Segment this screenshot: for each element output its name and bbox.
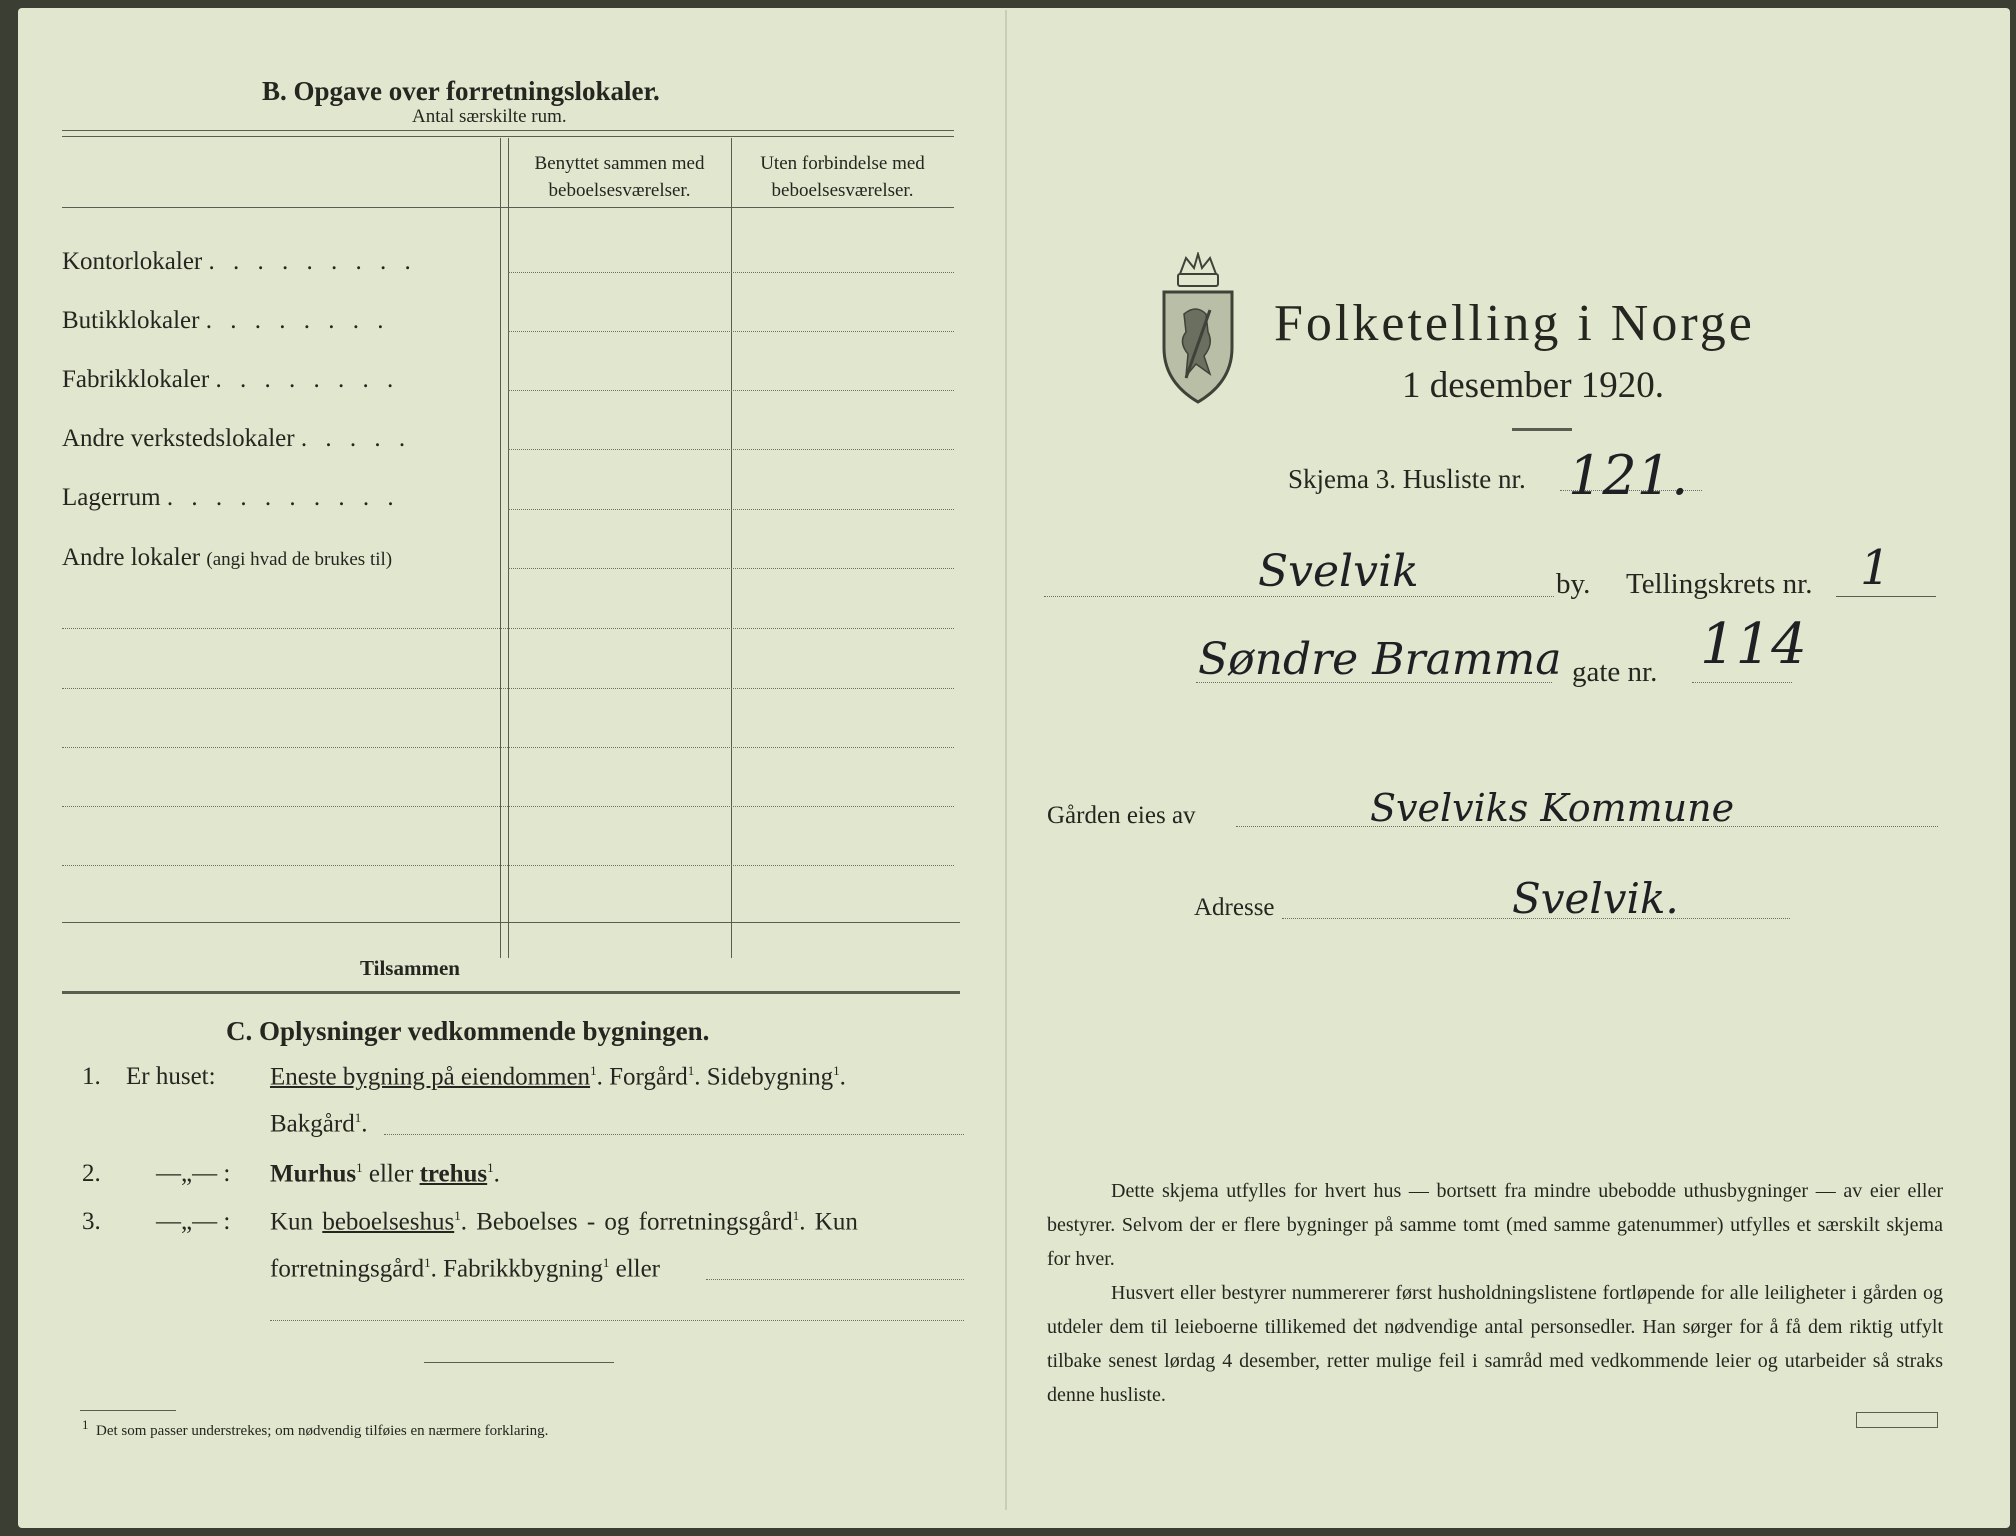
item2-lead: —„— :: [156, 1160, 231, 1187]
row-label-andre-verkstedslokaler: Andre verkstedslokaler . . . . .: [62, 425, 412, 452]
item1-lead: Er huset:: [126, 1063, 216, 1090]
eier-value[interactable]: Svelviks Kommune: [1370, 786, 1735, 830]
adresse-value[interactable]: Svelvik.: [1512, 874, 1679, 923]
instructions-p2: Husvert eller bestyrer nummererer først husholdningslistene fortløpende for alle leiligheter i gården og utdeler dem til leieboerne tillikemed det nødvendige antal personsedler. Han sørger for å få dem riktig utfylt tilbake senest lørdag 4 desember, retter mulige feil i samråd med vedkommende leier og utarbeider så straks denne husliste.: [1047, 1282, 1943, 1406]
footnote: $^1$ Det som passer understrekes; om nødvendig tilføies en nærmere forklaring.: [82, 1417, 549, 1439]
page-fold: [1005, 10, 1007, 1510]
option-sidebygning[interactable]: Sidebygning: [706, 1063, 834, 1091]
row-label-lagerrum: Lagerrum . . . . . . . . . .: [62, 484, 400, 511]
item3-line2: forretningsgård$^1$. Fabrikkbygning$^1$ eller: [270, 1255, 661, 1283]
option-beboelseshus[interactable]: beboelseshus: [322, 1208, 455, 1236]
form-title: Folketelling i Norge: [1274, 295, 1755, 352]
option-forgard[interactable]: Forgård: [609, 1063, 688, 1091]
coat-of-arms-icon: [1156, 252, 1240, 404]
row-label-fabrikklokaler: Fabrikklokaler . . . . . . . .: [62, 366, 400, 393]
by-value[interactable]: Svelvik: [1258, 546, 1419, 597]
item3-line1: Kun beboelseshus$^1$. Beboelses - og forretningsgård$^1$. Kun: [270, 1208, 858, 1236]
item1-line2: Bakgård$^1$.: [270, 1110, 368, 1138]
option-beboelses-og-forretningsgard[interactable]: Beboelses - og forretningsgård: [476, 1208, 793, 1236]
row-label-kontorlokaler: Kontorlokaler . . . . . . . . .: [62, 248, 417, 275]
gate-nr-value[interactable]: 114: [1700, 612, 1807, 677]
item1-num: 1.: [82, 1063, 101, 1090]
item3-num: 3.: [82, 1208, 101, 1235]
option-eneste-bygning[interactable]: Eneste bygning på eiendommen: [270, 1063, 591, 1091]
option-trehus[interactable]: trehus: [419, 1160, 488, 1188]
option-fabrikkbygning[interactable]: Fabrikkbygning: [443, 1255, 603, 1283]
item1-line: Eneste bygning på eiendommen$^1$. Forgård$^1$. Sidebygning$^1$.: [270, 1063, 846, 1091]
form-date: 1 desember 1920.: [1402, 365, 1665, 406]
printer-mark: [1856, 1412, 1938, 1428]
by-label: by.: [1556, 568, 1591, 600]
krets-label: Tellingskrets nr.: [1626, 568, 1813, 600]
option-murhus[interactable]: Murhus: [270, 1160, 357, 1188]
husliste-nr-value[interactable]: 121.: [1568, 444, 1689, 507]
adresse-label: Adresse: [1194, 894, 1275, 921]
instructions-p1: Dette skjema utfylles for hvert hus — bortsett fra mindre ubebodde uthusbygninger — av eier eller bestyrer. Selvom der er flere bygninger på samme tomt (med samme gatenummer) utfylles et særskilt skjema for hver.: [1047, 1180, 1943, 1270]
section-b-subtitle: Antal særskilte rum.: [412, 106, 567, 127]
eier-label: Gården eies av: [1047, 802, 1196, 829]
row-label-andre-lokaler: Andre lokaler (angi hvad de brukes til): [62, 544, 393, 571]
item3-lead: —„— :: [156, 1208, 231, 1235]
krets-value[interactable]: 1: [1860, 540, 1891, 596]
total-label: Tilsammen: [360, 956, 460, 980]
row-label-butikklokaler: Butikklokaler . . . . . . . .: [62, 307, 390, 334]
gate-label: gate nr.: [1572, 656, 1658, 688]
option-bakgard[interactable]: Bakgård: [270, 1110, 355, 1138]
skjema-label: Skjema 3. Husliste nr.: [1288, 464, 1526, 494]
col2-header: Uten forbindelse med beboelsesværelser.: [760, 153, 925, 201]
gate-value[interactable]: Søndre Bramma: [1198, 634, 1562, 685]
item2-line: Murhus$^1$ eller trehus$^1$.: [270, 1160, 500, 1188]
section-b-title: B. Opgave over forretningslokaler.: [262, 76, 660, 106]
option-forretningsgard[interactable]: forretningsgård: [270, 1255, 425, 1283]
section-c-title: C. Oplysninger vedkommende bygningen.: [226, 1016, 710, 1046]
col1-header: Benyttet sammen med beboelsesværelser.: [534, 153, 705, 201]
item2-num: 2.: [82, 1160, 101, 1187]
